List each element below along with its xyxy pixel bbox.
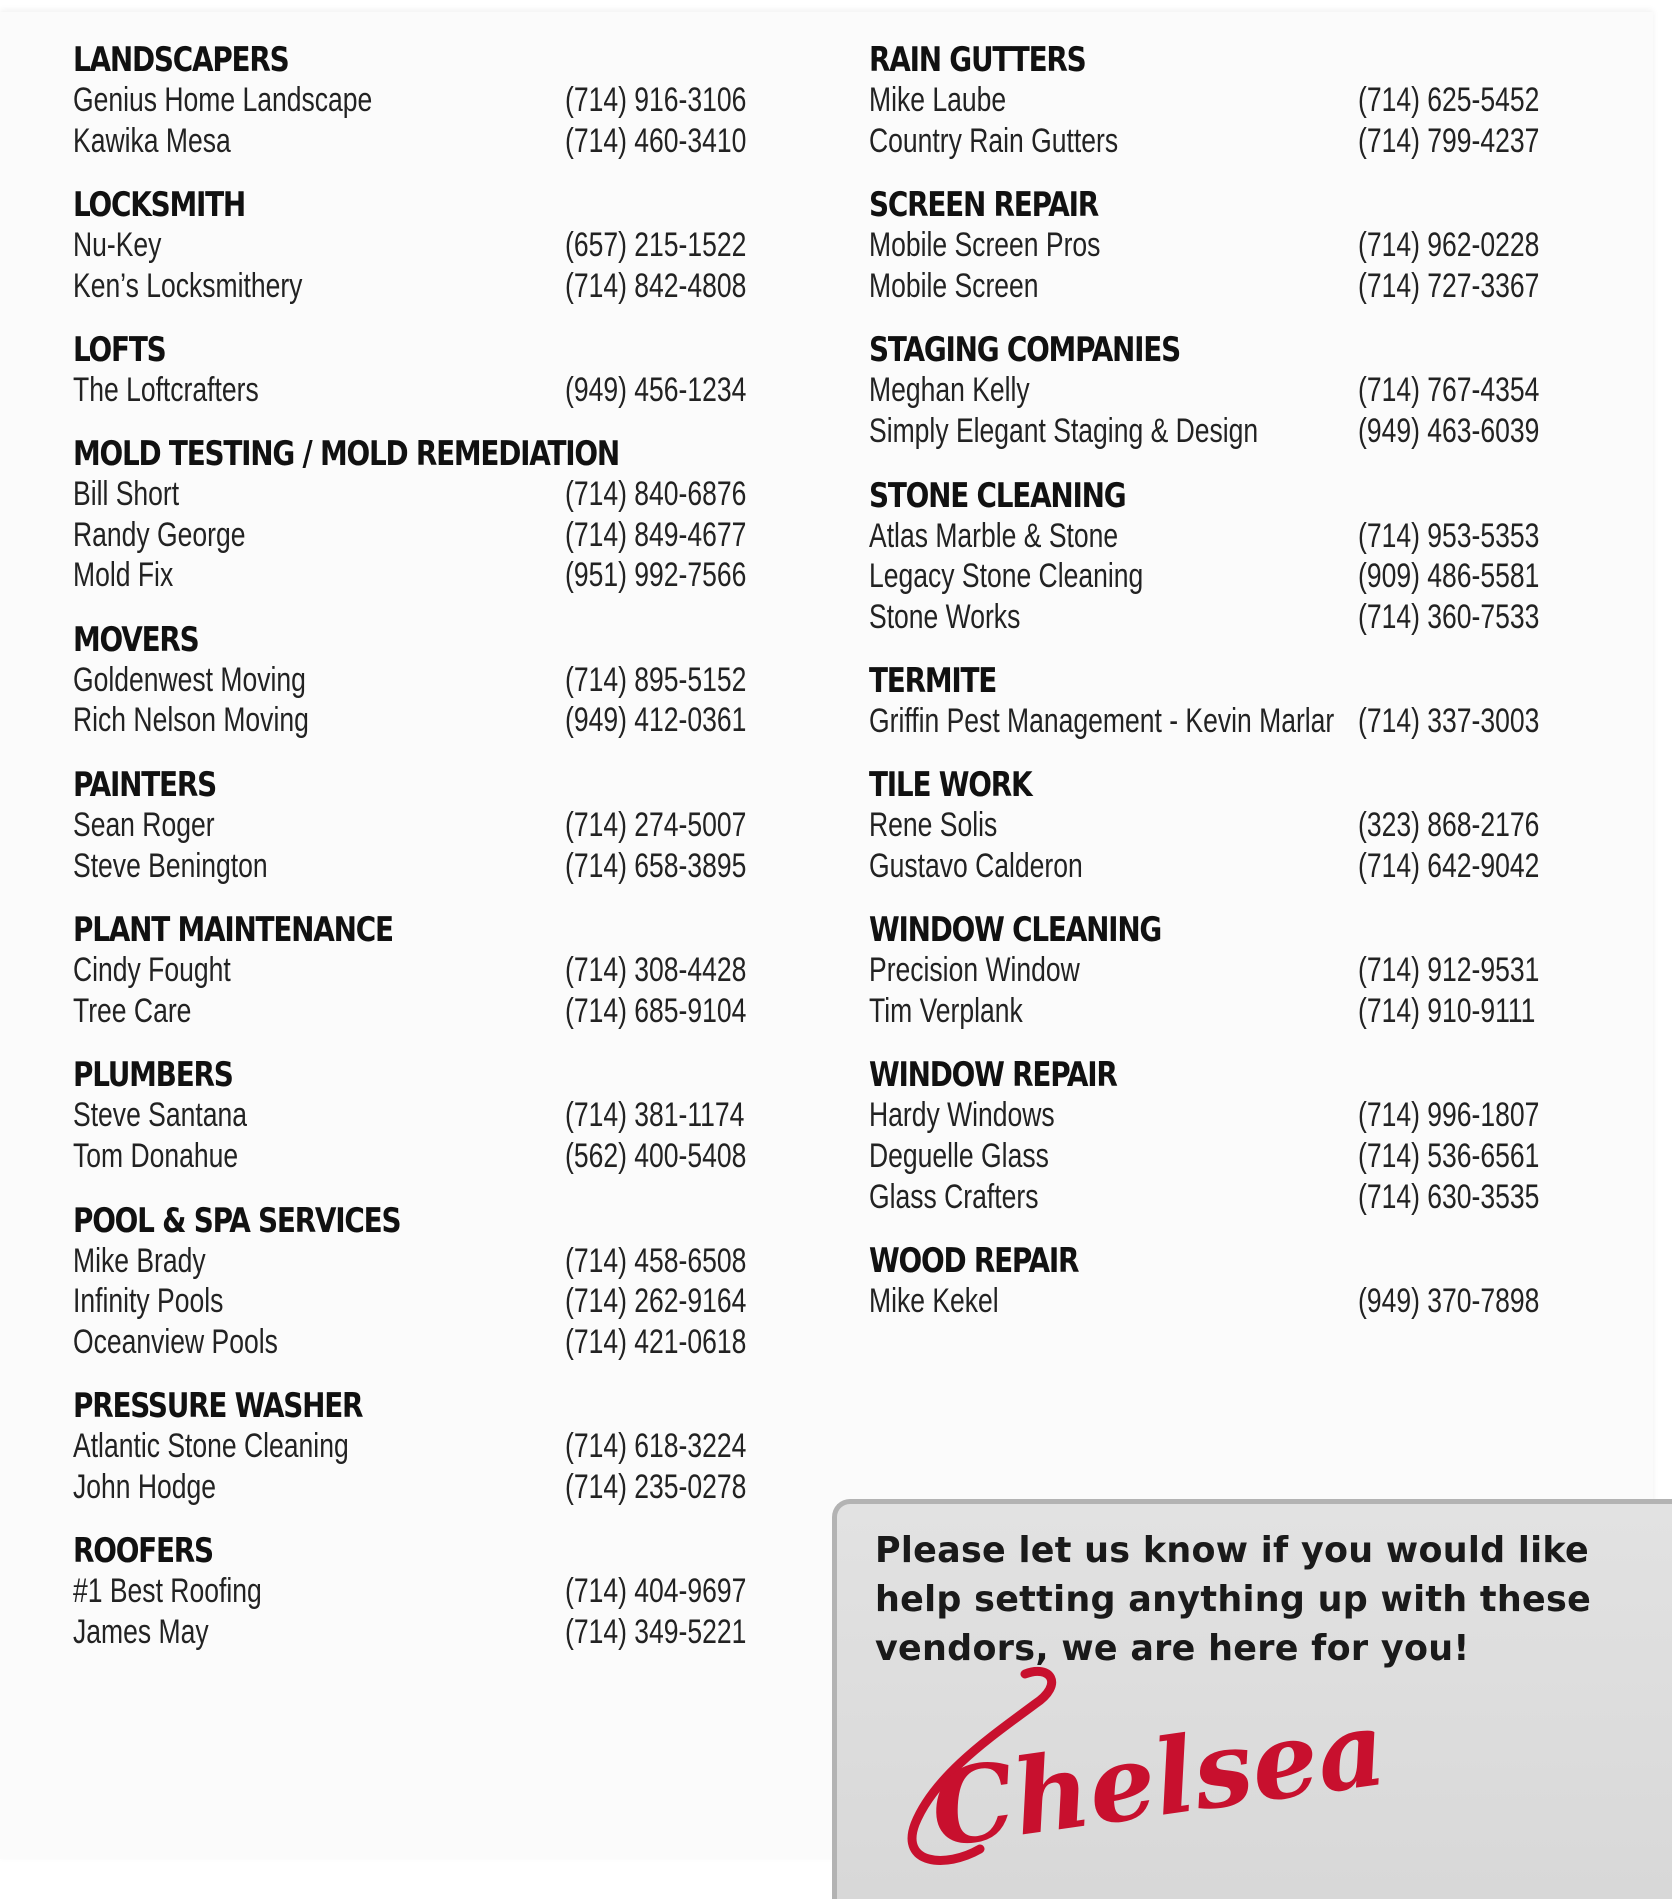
category-section bbox=[869, 910, 1549, 1031]
vendor-phone: (657) 215-1522 bbox=[565, 226, 747, 265]
vendor-name: Griffin Pest Management - Kevin Marlar bbox=[869, 702, 1335, 741]
vendor-name: Tom Donahue bbox=[73, 1136, 239, 1175]
category-title: ROOFERS bbox=[73, 1531, 213, 1572]
category-title: POOL & SPA SERVICES bbox=[73, 1200, 401, 1241]
vendor-entry bbox=[73, 1322, 745, 1363]
category-title: SCREEN REPAIR bbox=[869, 185, 1098, 226]
vendor-name: Stone Works bbox=[869, 597, 1021, 636]
vendor-entry bbox=[73, 1612, 745, 1653]
vendor-entry bbox=[73, 950, 745, 991]
vendor-phone: (714) 618-3224 bbox=[565, 1427, 747, 1466]
vendor-entry bbox=[869, 516, 1549, 557]
vendor-phone: (714) 349-5221 bbox=[565, 1613, 747, 1652]
vendor-phone: (714) 262-9164 bbox=[565, 1282, 747, 1321]
vendor-entry bbox=[73, 515, 745, 556]
vendor-entry bbox=[73, 474, 745, 515]
vendor-entry bbox=[73, 991, 745, 1032]
vendor-phone: (562) 400-5408 bbox=[565, 1136, 747, 1175]
category-title: STAGING COMPANIES bbox=[869, 330, 1180, 371]
vendor-name: John Hodge bbox=[73, 1467, 217, 1506]
left-column bbox=[73, 40, 745, 1677]
vendor-entry bbox=[73, 1241, 745, 1282]
vendor-phone: (714) 685-9104 bbox=[565, 991, 747, 1030]
vendor-phone: (714) 625-5452 bbox=[1358, 81, 1540, 119]
vendor-entry bbox=[869, 411, 1549, 452]
vendor-entry bbox=[869, 370, 1549, 411]
category-section bbox=[73, 1201, 745, 1363]
vendor-phone: (714) 799-4237 bbox=[1358, 121, 1540, 160]
vendor-name: Tim Verplank bbox=[869, 991, 1023, 1030]
vendor-phone: (714) 996-1807 bbox=[1358, 1096, 1540, 1135]
category-section bbox=[73, 434, 745, 596]
vendor-name: Mobile Screen bbox=[869, 266, 1039, 305]
vendor-phone: (714) 962-0228 bbox=[1358, 226, 1540, 265]
category-title: PRESSURE WASHER bbox=[73, 1386, 363, 1427]
vendor-phone: (323) 868-2176 bbox=[1358, 805, 1540, 844]
vendor-entry bbox=[869, 701, 1549, 742]
vendor-name: Cindy Fought bbox=[73, 951, 231, 990]
vendor-entry bbox=[869, 991, 1549, 1032]
vendor-name: Randy George bbox=[73, 515, 246, 554]
vendor-entry bbox=[73, 805, 745, 846]
vendor-entry bbox=[73, 266, 745, 307]
signature-text: Chelsea bbox=[923, 1685, 1393, 1872]
vendor-phone: (714) 916-3106 bbox=[565, 81, 747, 119]
vendor-name: Steve Santana bbox=[73, 1096, 247, 1135]
category-section bbox=[73, 330, 745, 411]
vendor-name: Mike Laube bbox=[869, 81, 1007, 119]
vendor-phone: (714) 849-4677 bbox=[565, 515, 747, 554]
vendor-entry bbox=[73, 700, 745, 741]
vendor-phone: (714) 895-5152 bbox=[565, 660, 747, 699]
category-section bbox=[869, 40, 1549, 161]
category-title: LOFTS bbox=[73, 330, 166, 371]
category-section bbox=[869, 661, 1549, 742]
vendor-name: Precision Window bbox=[869, 951, 1080, 990]
vendor-name: Mike Kekel bbox=[869, 1282, 999, 1321]
vendor-phone: (714) 235-0278 bbox=[565, 1467, 747, 1506]
vendor-phone: (714) 910-9111 bbox=[1358, 991, 1536, 1030]
vendor-phone: (714) 658-3895 bbox=[565, 846, 747, 885]
vendor-name: The Loftcrafters bbox=[73, 371, 259, 410]
vendor-entry bbox=[73, 121, 745, 162]
vendor-name: Legacy Stone Cleaning bbox=[869, 557, 1144, 596]
category-title: WINDOW CLEANING bbox=[869, 910, 1162, 951]
vendor-name: Atlantic Stone Cleaning bbox=[73, 1427, 349, 1466]
vendor-name: Country Rain Gutters bbox=[869, 121, 1119, 160]
category-title: WINDOW REPAIR bbox=[869, 1055, 1117, 1096]
vendor-name: Rich Nelson Moving bbox=[73, 701, 309, 740]
vendor-phone: (714) 912-9531 bbox=[1358, 951, 1540, 990]
category-title: PLANT MAINTENANCE bbox=[73, 910, 393, 951]
vendor-entry bbox=[869, 1095, 1549, 1136]
vendor-phone: (714) 460-3410 bbox=[565, 121, 747, 160]
category-section bbox=[869, 765, 1549, 886]
category-title: LOCKSMITH bbox=[73, 185, 246, 226]
vendor-entry bbox=[73, 225, 745, 266]
vendor-entry bbox=[869, 597, 1549, 638]
vendor-name: Glass Crafters bbox=[869, 1177, 1039, 1216]
vendor-phone: (714) 840-6876 bbox=[565, 474, 747, 513]
vendor-entry bbox=[73, 846, 745, 887]
vendor-directory-page bbox=[0, 12, 1653, 1872]
vendor-name: #1 Best Roofing bbox=[73, 1572, 262, 1611]
vendor-name: Genius Home Landscape bbox=[73, 81, 373, 119]
vendor-phone: (949) 412-0361 bbox=[565, 701, 747, 740]
vendor-name: Sean Roger bbox=[73, 805, 215, 844]
category-title: LANDSCAPERS bbox=[73, 40, 289, 80]
category-section bbox=[73, 185, 745, 306]
vendor-entry bbox=[869, 1281, 1549, 1322]
right-column bbox=[869, 40, 1549, 1345]
vendor-entry bbox=[73, 660, 745, 701]
vendor-name: Goldenwest Moving bbox=[73, 660, 306, 699]
category-section bbox=[73, 40, 745, 161]
vendor-name: Gustavo Calderon bbox=[869, 846, 1083, 885]
vendor-name: Hardy Windows bbox=[869, 1096, 1055, 1135]
vendor-phone: (949) 456-1234 bbox=[565, 371, 747, 410]
category-title: MOVERS bbox=[73, 619, 199, 660]
signature bbox=[875, 1664, 1393, 1884]
vendor-name: Rene Solis bbox=[869, 805, 998, 844]
vendor-entry bbox=[73, 1467, 745, 1508]
vendor-phone: (909) 486-5581 bbox=[1358, 557, 1540, 596]
vendor-name: Bill Short bbox=[73, 474, 180, 513]
vendor-name: Ken’s Locksmithery bbox=[73, 266, 303, 305]
vendor-phone: (714) 842-4808 bbox=[565, 266, 747, 305]
category-section bbox=[73, 1386, 745, 1507]
vendor-name: Deguelle Glass bbox=[869, 1136, 1049, 1175]
vendor-entry bbox=[73, 1136, 745, 1177]
vendor-entry bbox=[73, 1426, 745, 1467]
vendor-phone: (949) 463-6039 bbox=[1358, 411, 1540, 450]
category-section bbox=[73, 1531, 745, 1652]
vendor-entry bbox=[73, 1571, 745, 1612]
vendor-entry bbox=[869, 1177, 1549, 1218]
signature-image bbox=[875, 1664, 1393, 1884]
vendor-entry bbox=[869, 950, 1549, 991]
category-title: PAINTERS bbox=[73, 764, 216, 805]
note-message: Please let us know if you would like help setting anything up with these vendors, we are here for you! bbox=[875, 1530, 1592, 1669]
vendor-entry bbox=[73, 80, 745, 121]
vendor-entry bbox=[869, 80, 1549, 121]
vendor-entry bbox=[73, 555, 745, 596]
category-section bbox=[869, 1241, 1549, 1322]
category-title: TERMITE bbox=[869, 661, 997, 702]
vendor-entry bbox=[869, 805, 1549, 846]
vendor-entry bbox=[869, 266, 1549, 307]
vendor-phone: (714) 421-0618 bbox=[565, 1322, 747, 1361]
vendor-phone: (714) 337-3003 bbox=[1358, 702, 1540, 741]
category-section bbox=[869, 185, 1549, 306]
vendor-phone: (714) 727-3367 bbox=[1358, 266, 1540, 305]
vendor-phone: (714) 642-9042 bbox=[1358, 846, 1540, 885]
vendor-phone: (949) 370-7898 bbox=[1358, 1282, 1540, 1321]
vendor-name: Atlas Marble & Stone bbox=[869, 516, 1119, 555]
vendor-entry bbox=[73, 1095, 745, 1136]
category-section bbox=[869, 1055, 1549, 1217]
vendor-name: Mike Brady bbox=[73, 1241, 206, 1280]
vendor-entry bbox=[869, 556, 1549, 597]
vendor-name: Kawika Mesa bbox=[73, 121, 231, 160]
vendor-entry bbox=[869, 225, 1549, 266]
vendor-phone: (714) 458-6508 bbox=[565, 1241, 747, 1280]
vendor-name: Tree Care bbox=[73, 991, 192, 1030]
vendor-phone: (951) 992-7566 bbox=[565, 556, 747, 595]
category-section bbox=[73, 765, 745, 886]
category-title: STONE CLEANING bbox=[869, 475, 1126, 516]
category-section bbox=[73, 1055, 745, 1176]
vendor-name: Mobile Screen Pros bbox=[869, 226, 1101, 265]
vendor-name: Infinity Pools bbox=[73, 1282, 224, 1321]
vendor-phone: (714) 274-5007 bbox=[565, 805, 747, 844]
vendor-name: Steve Benington bbox=[73, 846, 268, 885]
vendor-name: James May bbox=[73, 1613, 209, 1652]
vendor-entry bbox=[73, 1281, 745, 1322]
category-title: TILE WORK bbox=[869, 764, 1032, 805]
category-section bbox=[73, 620, 745, 741]
vendor-phone: (714) 308-4428 bbox=[565, 951, 747, 990]
category-title: RAIN GUTTERS bbox=[869, 40, 1086, 80]
category-title: MOLD TESTING / MOLD REMEDIATION bbox=[73, 433, 619, 474]
vendor-phone: (714) 404-9697 bbox=[565, 1572, 747, 1611]
vendor-phone: (714) 630-3535 bbox=[1358, 1177, 1540, 1216]
category-section bbox=[73, 910, 745, 1031]
vendor-name: Oceanview Pools bbox=[73, 1322, 278, 1361]
vendor-entry bbox=[869, 846, 1549, 887]
category-title: WOOD REPAIR bbox=[869, 1241, 1079, 1282]
vendor-entry bbox=[73, 370, 745, 411]
vendor-name: Meghan Kelly bbox=[869, 371, 1030, 410]
vendor-entry bbox=[869, 1136, 1549, 1177]
contact-note bbox=[832, 1499, 1672, 1899]
vendor-phone: (714) 536-6561 bbox=[1358, 1136, 1540, 1175]
vendor-phone: (714) 767-4354 bbox=[1358, 371, 1540, 410]
vendor-name: Mold Fix bbox=[73, 556, 174, 595]
category-section bbox=[869, 330, 1549, 451]
vendor-phone: (714) 381-1174 bbox=[565, 1096, 745, 1135]
vendor-phone: (714) 360-7533 bbox=[1358, 597, 1540, 636]
vendor-entry bbox=[869, 121, 1549, 162]
category-title: PLUMBERS bbox=[73, 1055, 233, 1096]
vendor-name: Simply Elegant Staging & Design bbox=[869, 411, 1259, 450]
vendor-name: Nu-Key bbox=[73, 226, 162, 265]
vendor-phone: (714) 953-5353 bbox=[1358, 516, 1540, 555]
category-section bbox=[869, 476, 1549, 638]
